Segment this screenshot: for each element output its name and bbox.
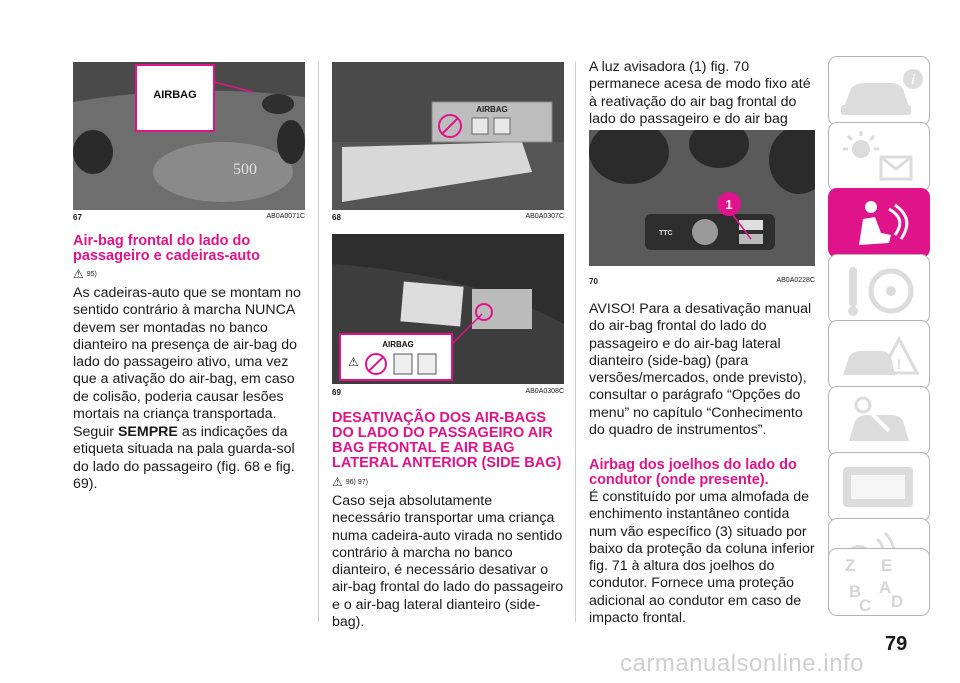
figure-67-photo xyxy=(73,62,305,210)
col3-paragraph: É constituído por uma almofada de enchimento instantâneo contida num vão específico (3) situado por baixo da proteção da coluna inferior fig. 71 à altura dos joelhos do condutor. Fornece uma proteção adicional ao condutor em caso de impacto frontal. xyxy=(589,489,815,627)
sidebar-item-starting-driving[interactable] xyxy=(828,254,930,324)
figure-69-number: 69 xyxy=(332,388,341,397)
figure-70-button-text: TTC xyxy=(659,230,673,237)
sidebar-item-warning-lights[interactable] xyxy=(828,122,930,192)
figure-69-caption xyxy=(332,388,564,397)
col1-para2-post: as indicações da etiqueta situada na pala guarda-sol do lado do passageiro (fig. 68 e fig. 69). xyxy=(73,424,295,492)
figure-70-caption xyxy=(589,277,815,286)
column-divider-1 xyxy=(318,62,319,622)
safety-airbag-icon xyxy=(829,189,931,259)
figure-68-number: 68 xyxy=(332,213,341,222)
index-letter-b: B xyxy=(849,582,862,601)
emergency-icon xyxy=(829,321,931,391)
figure-70-code: AB0A0228C xyxy=(776,277,815,284)
figure-67-brand-text: 500 xyxy=(233,161,257,178)
figure-68-airbag-label: AIRBAG xyxy=(476,105,508,114)
col3-aviso: AVISO! Para a desativação manual do air-bag frontal do lado do passageiro e do air-bag lateral dianteiro (side-bag) (para versões/mercados, onde previsto), consultar o parágrafo “Opções do menu” no capítulo “Conhecimento do quadro de instrumentos”. xyxy=(589,301,812,439)
col2-heading: DESATIVAÇÃO DOS AIR-BAGS DO LADO DO PASSAGEIRO AIR BAG FRONTAL E AIR BAG LATERAL ANTERIOR (SIDE BAG) xyxy=(332,410,562,471)
figure-69-photo xyxy=(332,234,564,384)
figure-70-number: 70 xyxy=(589,277,598,286)
svg-text:⚠: ⚠ xyxy=(348,355,359,369)
col2-warning xyxy=(332,476,368,488)
svg-text:i: i xyxy=(911,72,915,87)
sidebar-item-index[interactable] xyxy=(828,548,930,616)
col1-para2-bold: SEMPRE xyxy=(117,424,178,440)
index-letter-c: C xyxy=(859,596,872,615)
warning-triangle-icon: ⚠ xyxy=(332,475,343,489)
col1-paragraph-1: As cadeiras-auto que se montam no sentido contrário à marcha NUNCA devem ser montadas no banco dianteiro na presença de air-bag do lado do passageiro ativo, uma vez que a ativação do air-bag, em caso de colisão, poderia causar lesões mortais na criança transportada. xyxy=(73,285,301,423)
col1-warning-refs: 95) xyxy=(86,270,97,278)
figure-67-caption xyxy=(73,213,305,222)
car-info-icon xyxy=(829,57,931,127)
index-letter-z: Z xyxy=(845,556,856,575)
maintenance-icon xyxy=(829,387,931,457)
figure-68-photo xyxy=(332,62,564,210)
starting-driving-icon xyxy=(829,255,931,325)
col1-paragraph-2 xyxy=(73,424,305,493)
col2-paragraph: Caso seja absolutamente necessário transportar uma criança numa cadeira-auto virada no sentido contrário à marcha no banco dianteiro, é necessário desativar o air-bag frontal do lado do passageiro e o air-bag lateral dianteiro (side-bag). xyxy=(332,493,564,631)
col3-intro: A luz avisadora (1) fig. 70 permanece acesa de modo fixo até à reativação do air bag frontal do lado do passageiro e do air bag xyxy=(589,59,811,127)
figure-69-airbag-label: AIRBAG xyxy=(382,340,414,349)
index-letter-e: E xyxy=(881,556,893,575)
figure-68-caption xyxy=(332,213,564,222)
index-letter-a: A xyxy=(879,578,892,597)
column-divider-2 xyxy=(575,62,576,622)
col1-heading: Air-bag frontal do lado do passageiro e cadeiras-auto xyxy=(73,233,260,264)
index-letter-d: D xyxy=(891,592,904,611)
warning-lights-icon xyxy=(829,123,931,193)
figure-70-photo xyxy=(589,130,815,266)
technical-data-icon xyxy=(829,453,931,523)
col1-warning xyxy=(73,268,97,280)
warning-triangle-icon: ⚠ xyxy=(73,267,84,281)
col3-heading: Airbag dos joelhos do lado do condutor (onde presente). xyxy=(589,457,797,488)
sidebar-item-safety[interactable] xyxy=(828,188,930,258)
col2-warning-refs: 96) 97) xyxy=(345,478,368,486)
figure-69-code: AB0A0308C xyxy=(525,388,564,395)
svg-text:!: ! xyxy=(896,356,902,372)
sidebar-item-maintenance[interactable] xyxy=(828,386,930,456)
page-number: 79 xyxy=(885,633,908,655)
sidebar-item-car-info[interactable] xyxy=(828,56,930,126)
figure-68-code: AB0A0307C xyxy=(525,213,564,220)
figure-67-code: AB0A0071C xyxy=(266,213,305,220)
sidebar-item-technical-data[interactable] xyxy=(828,452,930,522)
figure-70-callout: 1 xyxy=(725,197,733,212)
figure-67-airbag-label: AIRBAG xyxy=(153,89,197,101)
sidebar-item-emergency[interactable] xyxy=(828,320,930,390)
watermark: carmanualsonline.info xyxy=(620,650,864,677)
col1-para2-pre: Seguir xyxy=(73,424,118,440)
index-icon xyxy=(829,549,931,617)
figure-67-number: 67 xyxy=(73,213,82,222)
